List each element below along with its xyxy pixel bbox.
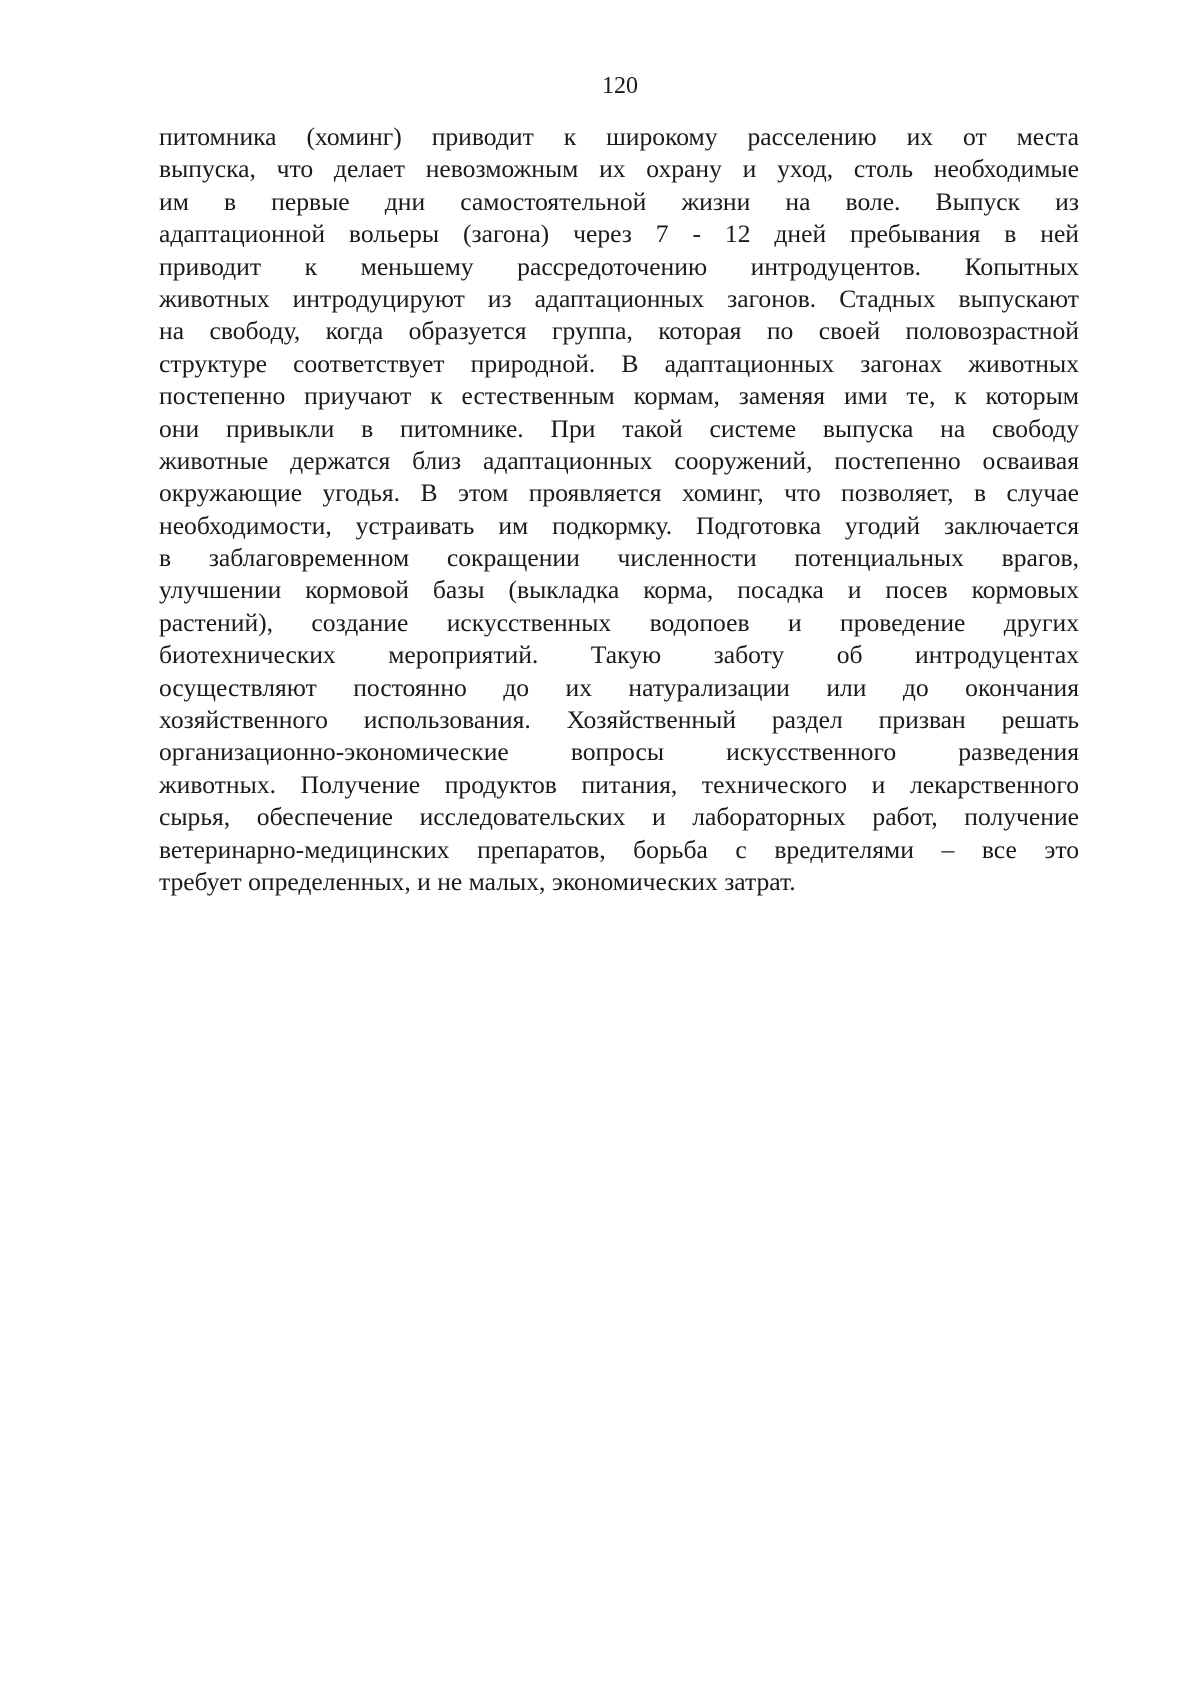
text-line: питомника (хоминг) приводит к широкому расселению их от места xyxy=(159,122,1079,151)
text-line: адаптационной вольеры (загона) через 7 - 12 дней пребывания в ней xyxy=(159,219,1079,249)
text-line: они привыкли в питомнике. При такой системе выпуска на свободу xyxy=(159,413,1079,443)
text-line: животных. Получение продуктов питания, технического и лекарственного xyxy=(159,769,1079,799)
text-line: растений), создание искусственных водопоев и проведение других xyxy=(159,607,1079,637)
text-line: выпуска, что делает невозможным их охрану и уход, столь необходимые xyxy=(159,154,1079,184)
text-line: структуре соответствует природной. В адаптационных загонах животных xyxy=(159,348,1079,378)
text-line: требует определенных, и не малых, экономических затрат. xyxy=(159,866,796,896)
text-line: окружающие угодья. В этом проявляется хоминг, что позволяет, в случае xyxy=(159,478,1079,508)
text-line: ветеринарно-медицинских препаратов, борьба с вредителями – все это xyxy=(159,834,1079,864)
text-line: организационно-экономические вопросы искусственного разведения xyxy=(159,737,1079,767)
text-line: хозяйственного использования. Хозяйственный раздел призван решать xyxy=(159,705,1079,735)
text-line: им в первые дни самостоятельной жизни на воле. Выпуск из xyxy=(159,186,1079,216)
text-line: биотехнических мероприятий. Такую заботу об интродуцентах xyxy=(159,640,1079,670)
text-line: необходимости, устраивать им подкормку. Подготовка угодий заключается xyxy=(159,510,1079,540)
text-line: приводит к меньшему рассредоточению интродуцентов. Копытных xyxy=(159,251,1079,281)
text-line: постепенно приучают к естественным кормам, заменяя ими те, к которым xyxy=(159,381,1079,411)
text-line: животные держатся близ адаптационных сооружений, постепенно осваивая xyxy=(159,445,1079,475)
text-line: улучшении кормовой базы (выкладка корма, посадка и посев кормовых xyxy=(159,575,1079,605)
page-number: 120 xyxy=(602,73,638,99)
text-line: животных интродуцируют из адаптационных загонов. Стадных выпускают xyxy=(159,283,1079,313)
text-line: сырья, обеспечение исследовательских и лабораторных работ, получение xyxy=(159,802,1079,832)
text-line: в заблаговременном сокращении численности потенциальных врагов, xyxy=(159,543,1079,573)
text-line: на свободу, когда образуется группа, которая по своей половозрастной xyxy=(159,316,1079,346)
body-paragraph xyxy=(159,121,1079,898)
text-line: осуществляют постоянно до их натурализации или до окончания xyxy=(159,672,1079,702)
